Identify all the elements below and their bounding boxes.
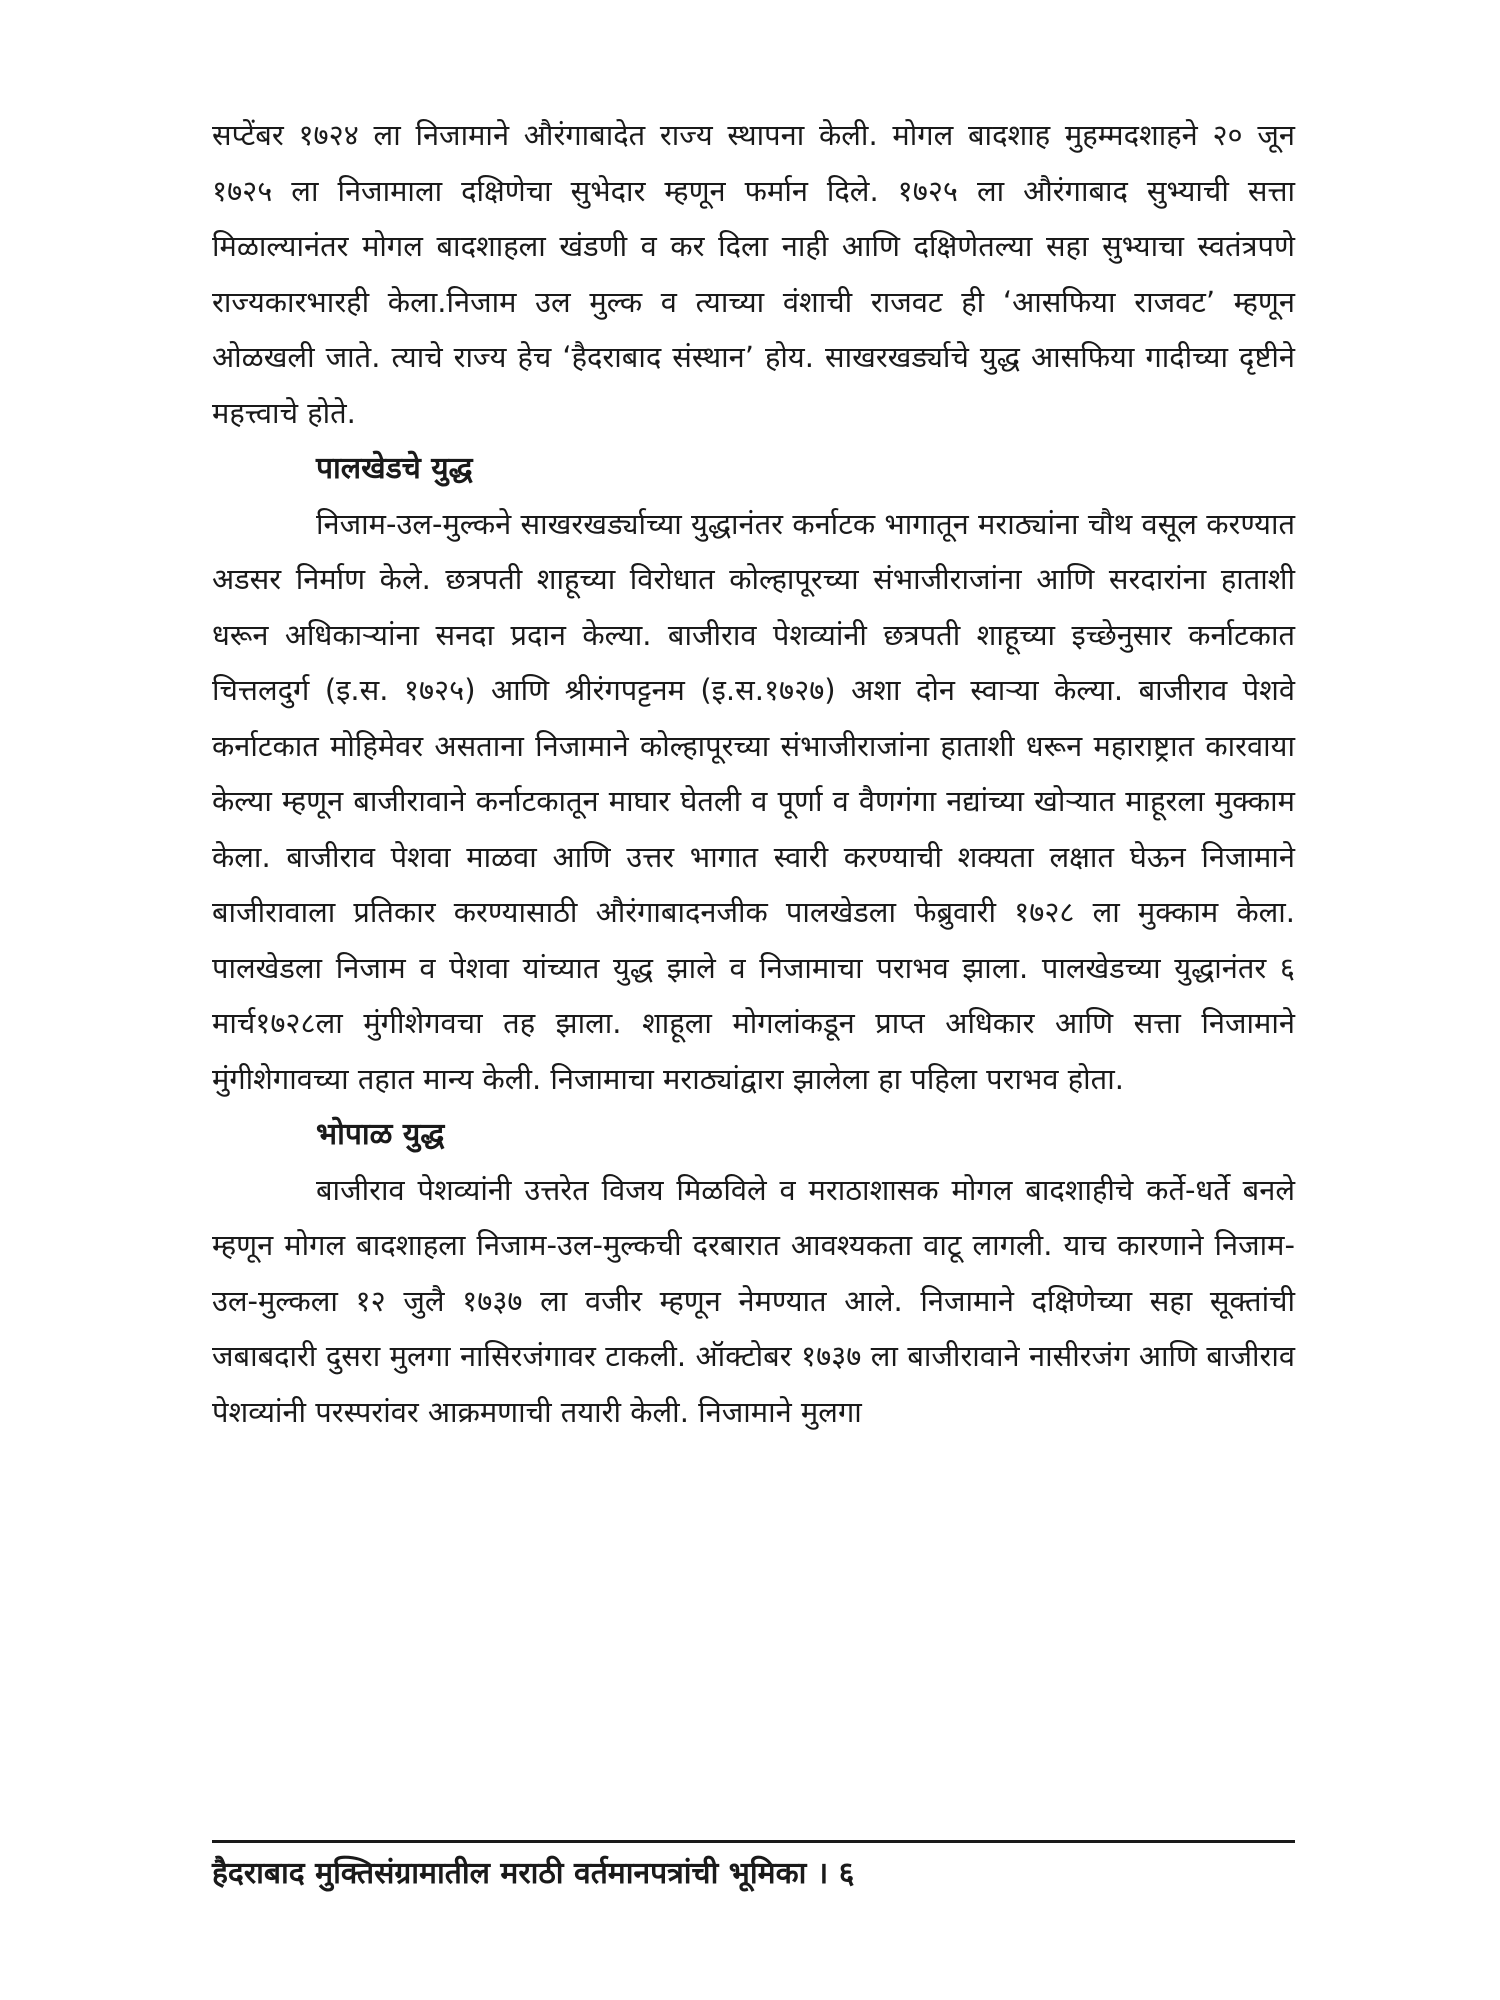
footer-divider — [212, 1840, 1295, 1843]
footer-book-title: हैदराबाद मुक्तिसंग्रामातील मराठी वर्तमानपत्रांची भूमिका — [212, 1856, 807, 1891]
footer-page-number: ६ — [838, 1856, 855, 1891]
page-body — [212, 108, 1295, 1440]
section-heading-bhopal: भोपाळ युद्ध — [316, 1117, 445, 1152]
footer-separator: । — [816, 1856, 829, 1891]
paragraph-intro: सप्टेंबर १७२४ ला निजामाने औरंगाबादेत राज्य स्थापना केली. मोगल बादशाह मुहम्मदशाहने २० जून १७२५ ला निजामाला दक्षिणेचा सुभेदार म्हणून फर्मान दिले. १७२५ ला औरंगाबाद सुभ्याची सत्ता मिळाल्यानंतर मोगल बादशाहला खंडणी व कर दिला नाही आणि दक्षिणेतल्या सहा सुभ्याचा स्वतंत्रपणे राज्यकारभारही केला.निजाम उल मुल्क व त्याच्या वंशाची राजवट ही ‘आसफिया राजवट’ म्हणून ओळखली जाते. त्याचे राज्य हेच ‘हैदराबाद संस्थान’ होय. साखरखर्ड्याचे युद्ध आसफिया गादीच्या दृष्टीने महत्त्वाचे होते. — [212, 118, 1295, 430]
section-heading-palkhed: पालखेडचे युद्ध — [316, 451, 473, 486]
paragraph-bhopal: बाजीराव पेशव्यांनी उत्तरेत विजय मिळविले व मराठाशासक मोगल बादशाहीचे कर्ते-धर्ते बनले म्हणून मोगल बादशाहला निजाम-उल-मुल्कची दरबारात आवश्यकता वाटू लागली. याच कारणाने निजाम-उल-मुल्कला १२ जुलै १७३७ ला वजीर म्हणून नेमण्यात आले. निजामाने दक्षिणेच्या सहा सूक्तांची जबाबदारी दुसरा मुलगा नासिरजंगावर टाकली. ऑक्टोबर १७३७ ला बाजीरावाने नासीरजंग आणि बाजीराव पेशव्यांनी परस्परांवर आक्रमणाची तयारी केली. निजामाने मुलगा — [212, 1172, 1295, 1429]
page-footer — [212, 1852, 1295, 1896]
paragraph-palkhed: निजाम-उल-मुल्कने साखरखर्ड्याच्या युद्धानंतर कर्नाटक भागातून मराठ्यांना चौथ वसूल करण्यात अडसर निर्माण केले. छत्रपती शाहूच्या विरोधात कोल्हापूरच्या संभाजीराजांना आणि सरदारांना हाताशी धरून अधिकाऱ्यांना सनदा प्रदान केल्या. बाजीराव पेशव्यांनी छत्रपती शाहूच्या इच्छेनुसार कर्नाटकात चित्तलदुर्ग (इ.स. १७२५) आणि श्रीरंगपट्टनम (इ.स.१७२७) अशा दोन स्वाऱ्या केल्या. बाजीराव पेशवे कर्नाटकात मोहिमेवर असताना निजामाने कोल्हापूरच्या संभाजीराजांना हाताशी धरून महाराष्ट्रात कारवाया केल्या म्हणून बाजीरावाने कर्नाटकातून माघार घेतली व पूर्णा व वैणगंगा नद्यांच्या खोऱ्यात माहूरला मुक्काम केला. बाजीराव पेशवा माळवा आणि उत्तर भागात स्वारी करण्याची शक्यता लक्षात घेऊन निजामाने बाजीरावाला प्रतिकार करण्यासाठी औरंगाबादनजीक पालखेडला फेब्रुवारी १७२८ ला मुक्काम केला. पालखेडला निजाम व पेशवा यांच्यात युद्ध झाले व निजामाचा पराभव झाला. पालखेडच्या युद्धानंतर ६ मार्च१७२८ला मुंगीशेगवचा तह झाला. शाहूला मोगलांकडून प्राप्त अधिकार आणि सत्ता निजामाने मुंगीशेगावच्या तहात मान्य केली. निजामाचा मराठ्यांद्वारा झालेला हा पहिला पराभव होता. — [212, 506, 1295, 1096]
